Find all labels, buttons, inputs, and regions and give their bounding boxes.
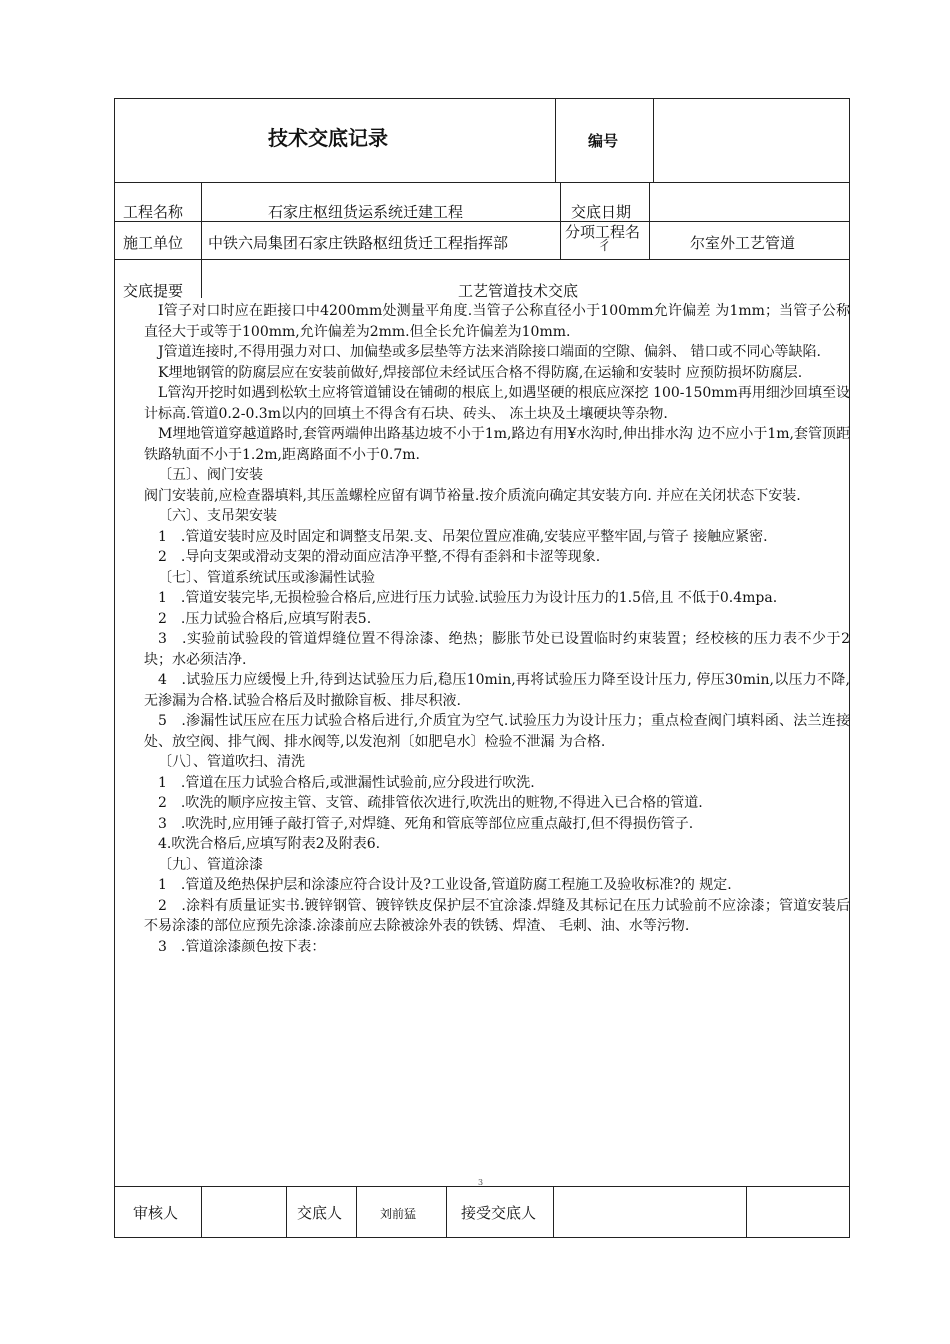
- unit-label: 施工单位: [123, 234, 184, 252]
- reviewer-label: 审核人: [133, 1204, 179, 1222]
- footer-divider-5: [553, 1186, 554, 1238]
- footer-divider-4: [446, 1186, 447, 1238]
- section-heading: 〔八〕、管道吹扫、清洗: [158, 754, 305, 770]
- content-paragraph: 4 .试验压力应缓慢上升,待到达试验压力后,稳压10min,再将试验压力降至设计压力, 停压30min,以压力不降,无渗漏为合格.试验合格后及时撤除盲板、排尽积液.: [144, 672, 850, 709]
- content-paragraph: 1 .管道安装完毕,无损检验合格后,应进行压力试验.试验压力为设计压力的1.5倍,且 不低于0.4mpa.: [158, 590, 778, 606]
- content-paragraph: 3 .管道涂漆颜色按下表：: [158, 938, 326, 955]
- content-paragraph: 5 .渗漏性试压应在压力试验合格后进行,介质宜为空气.试验压力为设计压力；重点检查阀门填料函、法兰连接处、放空阀、排气阀、排水阀等,以发泡剂〔如肥皂水〕检验不泄漏 为合格.: [144, 713, 850, 750]
- content-paragraph: K埋地钢管的防腐层应在安装前做好,焊接部位未经试压合格不得防腐,在运输和安装时 应预防损坏防腐层.: [158, 364, 803, 381]
- subproject-label-cont: 彳: [598, 239, 612, 254]
- content-paragraph: 1 .管道在压力试验合格后,或泄漏性试验前,应分段进行吹洗.: [158, 774, 535, 791]
- discloser-label: 交底人: [297, 1204, 343, 1222]
- col-divider-mid: [560, 182, 561, 259]
- section-heading: 〔九〕、管道涂漆: [158, 856, 263, 873]
- disclosure-content: [144, 301, 850, 957]
- section-heading: 〔五〕、阀门安装: [158, 467, 263, 483]
- content-paragraph: 阀门安装前,应检查器填料,其压盖螺栓应留有调节裕量.按介质流向确定其安装方向. 并应在关闭状态下安装.: [144, 487, 801, 504]
- subproject-name: 尔室外工艺管道: [690, 234, 796, 252]
- content-paragraph: 2 .导向支架或滑动支架的滑动面应洁净平整,不得有歪斜和卡涩等现象.: [158, 549, 601, 565]
- row-divider-project: [114, 221, 850, 222]
- summary-text: 工艺管道技术交底: [458, 282, 579, 300]
- summary-label: 交底提要: [123, 282, 184, 300]
- page-mark: 3: [478, 1178, 484, 1187]
- project-name-label: 工程名称: [123, 203, 184, 221]
- content-paragraph: 1 .管道安装时应及时固定和调整支吊架.支、吊架位置应准确,安装应平整牢固,与管子 接触应紧密.: [158, 528, 768, 545]
- section-heading: 〔七〕、管道系统试压或渗漏性试验: [158, 569, 375, 586]
- col-divider-label: [201, 182, 202, 298]
- content-paragraph: L管沟开挖时如遇到松软土应将管道铺设在铺砌的根底上,如遇坚硬的根底应深挖 100-150mm再用细沙回填至设计标高.管道0.2-0.3m以内的回填土不得含有石块、砖头、 冻土块及土壤硬块等杂物.: [144, 385, 850, 422]
- row-divider-unit: [114, 259, 850, 260]
- content-paragraph: 1 .管道及绝热保护层和涂漆应符合设计及?工业设备,管道防腐工程施工及验收标准?的 规定.: [158, 877, 732, 893]
- footer-divider-3: [356, 1186, 357, 1238]
- col-divider-number-value: [653, 98, 654, 182]
- number-label: 编号: [588, 132, 619, 150]
- footer-divider-6: [746, 1186, 747, 1238]
- content-paragraph: 2 .涂料有质量证实书.镀锌钢管、镀锌铁皮保护层不宜涂漆.焊缝及其标记在压力试验前不应涂漆；管道安装后不易涂漆的部位应预先涂漆.涂漆前应去除被涂外表的铁锈、焊渣、 毛刺、油、水等污物.: [144, 897, 850, 934]
- content-paragraph: M埋地管道穿越道路时,套管两端伸出路基边坡不小于1m,路边有用¥水沟时,伸出排水沟 边不应小于1m,套管顶距铁路轨面不小于1.2m,距离路面不小于0.7m.: [144, 426, 850, 463]
- content-paragraph: 2 .压力试验合格后,应填写附表5.: [158, 610, 372, 627]
- section-heading: 〔六〕、支吊架安装: [158, 508, 277, 524]
- content-paragraph: 4.吹洗合格后,应填写附表2及附表6.: [158, 836, 381, 852]
- content-paragraph: J管道连接时,不得用强力对口、加偏垫或多层垫等方法来消除接口端面的空隙、偏斜、 错口或不同心等缺陷.: [158, 344, 821, 360]
- receiver-label: 接受交底人: [461, 1204, 537, 1222]
- content-paragraph: I管子对口时应在距接口中4200mm处测量平角度.当管子公称直径小于100mm允许偏差 为1mm；当管子公称直径大于或等于100mm,允许偏差为2mm.但全长允许偏差为10mm.: [144, 303, 850, 340]
- col-divider-mid2: [649, 182, 650, 259]
- content-paragraph: 3 .吹洗时,应用锤子敲打管子,对焊缝、死角和管底等部位应重点敲打,但不得损伤管子.: [158, 815, 694, 832]
- discloser-name: 刘前猛: [380, 1207, 417, 1221]
- project-name: 石家庄枢纽货运系统迁建工程: [268, 203, 464, 221]
- footer-divider-1: [201, 1186, 202, 1238]
- footer-divider-2: [286, 1186, 287, 1238]
- col-divider-number-label: [555, 98, 556, 182]
- content-paragraph: 2 .吹洗的顺序应按主管、支管、疏排管依次进行,吹洗出的赃物,不得进入已合格的管道.: [158, 795, 703, 811]
- subproject-label: 分项工程名: [565, 223, 641, 241]
- construction-unit: 中铁六局集团石家庄铁路枢纽货迁工程指挥部: [208, 234, 509, 252]
- document-title: 技术交底记录: [268, 126, 388, 150]
- date-label: 交底日期: [571, 203, 632, 221]
- row-divider-header: [114, 182, 850, 183]
- content-paragraph: 3 .实验前试验段的管道焊缝位置不得涂漆、绝热；膨胀节处已设置临时约束装置；经校核的压力表不少于2块；水必须洁净.: [144, 631, 850, 668]
